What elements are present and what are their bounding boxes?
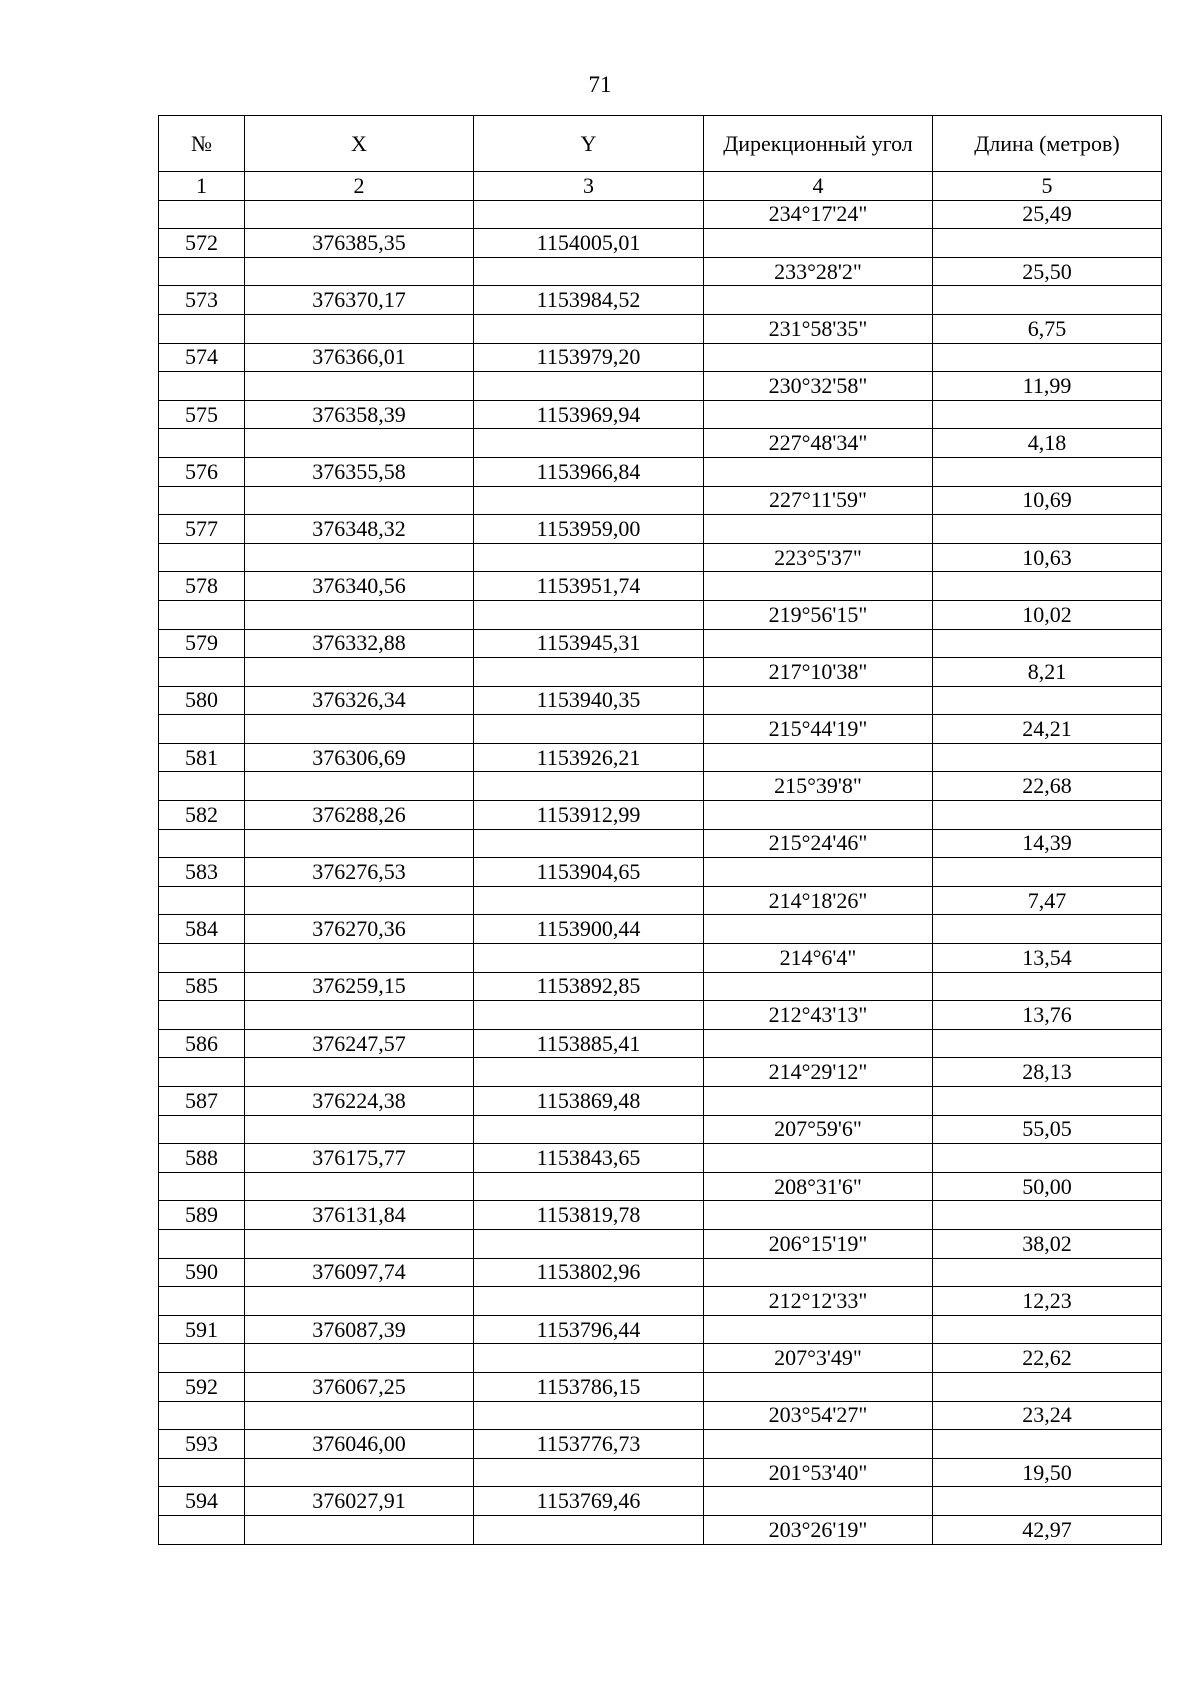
table-row [159,715,1162,744]
x-coordinate-cell: 376027,91 [245,1487,474,1516]
length-cell [933,1087,1162,1116]
y-coordinate-cell [474,658,704,687]
length-cell [933,1487,1162,1516]
length-cell [933,915,1162,944]
table-row [159,743,1162,772]
y-coordinate-cell [474,314,704,343]
column-number: 2 [245,172,474,201]
point-number-cell: 572 [159,229,245,258]
header-length: Длина (метров) [933,116,1162,172]
y-coordinate-cell: 1153912,99 [474,801,704,830]
point-number-cell [159,1058,245,1087]
direction-angle-cell [704,515,933,544]
length-cell [933,972,1162,1001]
point-number-cell: 582 [159,801,245,830]
x-coordinate-cell: 376276,53 [245,858,474,887]
direction-angle-cell: 215°39'8" [704,772,933,801]
y-coordinate-cell: 1153969,94 [474,400,704,429]
direction-angle-cell [704,972,933,1001]
length-cell: 10,02 [933,600,1162,629]
direction-angle-cell [704,1315,933,1344]
x-coordinate-cell: 376259,15 [245,972,474,1001]
table-row [159,1372,1162,1401]
direction-angle-cell: 212°43'13" [704,1001,933,1030]
column-number: 4 [704,172,933,201]
point-number-cell [159,715,245,744]
y-coordinate-cell [474,372,704,401]
table-row [159,1144,1162,1173]
length-cell: 7,47 [933,886,1162,915]
direction-angle-cell [704,457,933,486]
y-coordinate-cell [474,886,704,915]
y-coordinate-cell [474,1344,704,1373]
x-coordinate-cell [245,715,474,744]
table-row [159,257,1162,286]
length-cell [933,1144,1162,1173]
y-coordinate-cell: 1153940,35 [474,686,704,715]
y-coordinate-cell [474,1172,704,1201]
length-cell: 50,00 [933,1172,1162,1201]
point-number-cell [159,1229,245,1258]
point-number-cell [159,1172,245,1201]
y-coordinate-cell [474,1001,704,1030]
table-row [159,801,1162,830]
length-cell [933,343,1162,372]
point-number-cell [159,1115,245,1144]
table-header-row [159,116,1162,172]
length-cell: 11,99 [933,372,1162,401]
y-coordinate-cell: 1153885,41 [474,1029,704,1058]
x-coordinate-cell [245,429,474,458]
table-row [159,1515,1162,1544]
direction-angle-cell [704,1201,933,1230]
table-row [159,1172,1162,1201]
direction-angle-cell [704,1487,933,1516]
length-cell [933,1201,1162,1230]
point-number-cell: 586 [159,1029,245,1058]
length-cell: 13,76 [933,1001,1162,1030]
table-row [159,1201,1162,1230]
direction-angle-cell [704,629,933,658]
length-cell: 10,63 [933,543,1162,572]
point-number-cell [159,200,245,229]
direction-angle-cell: 233°28'2" [704,257,933,286]
x-coordinate-cell [245,658,474,687]
y-coordinate-cell [474,1458,704,1487]
x-coordinate-cell: 376332,88 [245,629,474,658]
x-coordinate-cell: 376097,74 [245,1258,474,1287]
point-number-cell [159,600,245,629]
point-number-cell [159,257,245,286]
table-row [159,1087,1162,1116]
x-coordinate-cell [245,1401,474,1430]
y-coordinate-cell: 1153869,48 [474,1087,704,1116]
point-number-cell: 575 [159,400,245,429]
table-row [159,286,1162,315]
direction-angle-cell: 207°3'49" [704,1344,933,1373]
table-row [159,772,1162,801]
table-row [159,314,1162,343]
y-coordinate-cell: 1153926,21 [474,743,704,772]
x-coordinate-cell [245,944,474,973]
length-cell: 23,24 [933,1401,1162,1430]
y-coordinate-cell: 1153796,44 [474,1315,704,1344]
point-number-cell [159,372,245,401]
length-cell [933,1258,1162,1287]
length-cell [933,286,1162,315]
y-coordinate-cell: 1153966,84 [474,457,704,486]
direction-angle-cell [704,1144,933,1173]
direction-angle-cell: 219°56'15" [704,600,933,629]
point-number-cell: 588 [159,1144,245,1173]
direction-angle-cell [704,1087,933,1116]
direction-angle-cell [704,1372,933,1401]
point-number-cell [159,944,245,973]
point-number-cell [159,1401,245,1430]
x-coordinate-cell: 376087,39 [245,1315,474,1344]
x-coordinate-cell: 376306,69 [245,743,474,772]
length-cell: 14,39 [933,829,1162,858]
length-cell [933,743,1162,772]
x-coordinate-cell: 376224,38 [245,1087,474,1116]
length-cell: 10,69 [933,486,1162,515]
x-coordinate-cell [245,486,474,515]
x-coordinate-cell [245,772,474,801]
table-row [159,1401,1162,1430]
point-number-cell [159,1287,245,1316]
direction-angle-cell: 227°11'59" [704,486,933,515]
y-coordinate-cell [474,257,704,286]
table-row [159,629,1162,658]
x-coordinate-cell [245,1229,474,1258]
length-cell [933,686,1162,715]
y-coordinate-cell: 1153776,73 [474,1430,704,1459]
x-coordinate-cell: 376355,58 [245,457,474,486]
direction-angle-cell: 223°5'37" [704,543,933,572]
table-row [159,486,1162,515]
length-cell [933,457,1162,486]
length-cell [933,400,1162,429]
direction-angle-cell: 214°18'26" [704,886,933,915]
point-number-cell: 589 [159,1201,245,1230]
y-coordinate-cell [474,1401,704,1430]
direction-angle-cell: 203°54'27" [704,1401,933,1430]
length-cell: 4,18 [933,429,1162,458]
x-coordinate-cell [245,543,474,572]
direction-angle-cell: 227°48'34" [704,429,933,458]
x-coordinate-cell: 376385,35 [245,229,474,258]
point-number-cell: 583 [159,858,245,887]
x-coordinate-cell: 376270,36 [245,915,474,944]
point-number-cell [159,1001,245,1030]
header-y: Y [474,116,704,172]
direction-angle-cell [704,572,933,601]
x-coordinate-cell [245,1515,474,1544]
table-row [159,515,1162,544]
direction-angle-cell [704,286,933,315]
x-coordinate-cell: 376288,26 [245,801,474,830]
column-number-row [159,172,1162,201]
y-coordinate-cell [474,1115,704,1144]
x-coordinate-cell: 376340,56 [245,572,474,601]
direction-angle-cell: 217°10'38" [704,658,933,687]
table-row [159,915,1162,944]
length-cell: 42,97 [933,1515,1162,1544]
y-coordinate-cell: 1153843,65 [474,1144,704,1173]
point-number-cell: 573 [159,286,245,315]
coordinates-table [158,115,1162,1545]
y-coordinate-cell: 1153951,74 [474,572,704,601]
y-coordinate-cell [474,600,704,629]
point-number-cell: 585 [159,972,245,1001]
column-number: 5 [933,172,1162,201]
length-cell [933,229,1162,258]
direction-angle-cell: 214°29'12" [704,1058,933,1087]
point-number-cell [159,1344,245,1373]
table-row [159,1487,1162,1516]
column-number: 3 [474,172,704,201]
header-number: № [159,116,245,172]
length-cell [933,629,1162,658]
x-coordinate-cell [245,829,474,858]
direction-angle-cell: 206°15'19" [704,1229,933,1258]
y-coordinate-cell: 1153786,15 [474,1372,704,1401]
direction-angle-cell: 201°53'40" [704,1458,933,1487]
table-row [159,686,1162,715]
column-number: 1 [159,172,245,201]
direction-angle-cell [704,915,933,944]
x-coordinate-cell [245,1115,474,1144]
length-cell: 55,05 [933,1115,1162,1144]
point-number-cell [159,486,245,515]
x-coordinate-cell: 376046,00 [245,1430,474,1459]
table-row [159,429,1162,458]
direction-angle-cell: 208°31'6" [704,1172,933,1201]
length-cell: 19,50 [933,1458,1162,1487]
length-cell: 22,62 [933,1344,1162,1373]
point-number-cell: 592 [159,1372,245,1401]
table-row [159,1115,1162,1144]
y-coordinate-cell: 1153819,78 [474,1201,704,1230]
x-coordinate-cell [245,1458,474,1487]
x-coordinate-cell: 376067,25 [245,1372,474,1401]
table-row [159,1001,1162,1030]
direction-angle-cell: 203°26'19" [704,1515,933,1544]
point-number-cell: 590 [159,1258,245,1287]
direction-angle-cell: 207°59'6" [704,1115,933,1144]
length-cell: 12,23 [933,1287,1162,1316]
header-direction-angle: Дирекционный угол [704,116,933,172]
point-number-cell [159,429,245,458]
length-cell: 13,54 [933,944,1162,973]
table-row [159,457,1162,486]
y-coordinate-cell [474,1058,704,1087]
direction-angle-cell: 230°32'58" [704,372,933,401]
table-row [159,858,1162,887]
point-number-cell: 578 [159,572,245,601]
point-number-cell: 577 [159,515,245,544]
length-cell [933,1372,1162,1401]
table-row [159,343,1162,372]
y-coordinate-cell [474,1229,704,1258]
direction-angle-cell [704,858,933,887]
point-number-cell [159,1515,245,1544]
direction-angle-cell [704,1029,933,1058]
table-row [159,944,1162,973]
x-coordinate-cell [245,372,474,401]
table-row [159,400,1162,429]
y-coordinate-cell: 1153979,20 [474,343,704,372]
length-cell: 28,13 [933,1058,1162,1087]
direction-angle-cell [704,343,933,372]
direction-angle-cell: 231°58'35" [704,314,933,343]
y-coordinate-cell: 1153802,96 [474,1258,704,1287]
direction-angle-cell [704,743,933,772]
length-cell [933,801,1162,830]
point-number-cell: 581 [159,743,245,772]
length-cell: 25,50 [933,257,1162,286]
header-x: X [245,116,474,172]
y-coordinate-cell: 1153904,65 [474,858,704,887]
y-coordinate-cell: 1153984,52 [474,286,704,315]
x-coordinate-cell [245,600,474,629]
table-row [159,200,1162,229]
y-coordinate-cell [474,429,704,458]
table-row [159,1229,1162,1258]
direction-angle-cell: 215°44'19" [704,715,933,744]
table-row [159,572,1162,601]
point-number-cell: 587 [159,1087,245,1116]
direction-angle-cell [704,400,933,429]
table-row [159,1258,1162,1287]
direction-angle-cell [704,801,933,830]
x-coordinate-cell [245,314,474,343]
length-cell: 22,68 [933,772,1162,801]
x-coordinate-cell: 376131,84 [245,1201,474,1230]
x-coordinate-cell [245,1058,474,1087]
table-row [159,829,1162,858]
x-coordinate-cell [245,200,474,229]
point-number-cell [159,772,245,801]
direction-angle-cell: 214°6'4" [704,944,933,973]
length-cell [933,858,1162,887]
x-coordinate-cell [245,257,474,286]
point-number-cell: 593 [159,1430,245,1459]
x-coordinate-cell [245,886,474,915]
y-coordinate-cell [474,200,704,229]
y-coordinate-cell: 1153769,46 [474,1487,704,1516]
y-coordinate-cell [474,1287,704,1316]
length-cell: 25,49 [933,200,1162,229]
y-coordinate-cell [474,944,704,973]
y-coordinate-cell: 1153945,31 [474,629,704,658]
x-coordinate-cell [245,1001,474,1030]
point-number-cell: 594 [159,1487,245,1516]
direction-angle-cell: 215°24'46" [704,829,933,858]
y-coordinate-cell: 1153892,85 [474,972,704,1001]
direction-angle-cell: 212°12'33" [704,1287,933,1316]
x-coordinate-cell: 376358,39 [245,400,474,429]
table-row [159,972,1162,1001]
table-row [159,1287,1162,1316]
table-row [159,543,1162,572]
direction-angle-cell [704,229,933,258]
x-coordinate-cell [245,1287,474,1316]
table-row [159,229,1162,258]
x-coordinate-cell: 376366,01 [245,343,474,372]
length-cell: 38,02 [933,1229,1162,1258]
point-number-cell [159,543,245,572]
point-number-cell [159,658,245,687]
point-number-cell [159,886,245,915]
y-coordinate-cell [474,772,704,801]
table-row [159,1029,1162,1058]
table-row [159,600,1162,629]
x-coordinate-cell: 376370,17 [245,286,474,315]
table-row [159,1430,1162,1459]
page-number: 71 [588,72,612,97]
x-coordinate-cell: 376175,77 [245,1144,474,1173]
y-coordinate-cell: 1153959,00 [474,515,704,544]
table-row [159,658,1162,687]
table-row [159,1458,1162,1487]
table-row [159,372,1162,401]
point-number-cell [159,1458,245,1487]
table-row [159,1344,1162,1373]
length-cell [933,1315,1162,1344]
y-coordinate-cell [474,715,704,744]
direction-angle-cell [704,686,933,715]
point-number-cell: 591 [159,1315,245,1344]
table-row [159,1315,1162,1344]
length-cell [933,572,1162,601]
length-cell: 8,21 [933,658,1162,687]
y-coordinate-cell [474,543,704,572]
length-cell: 6,75 [933,314,1162,343]
point-number-cell: 580 [159,686,245,715]
x-coordinate-cell [245,1344,474,1373]
direction-angle-cell [704,1258,933,1287]
table-row [159,886,1162,915]
point-number-cell: 576 [159,457,245,486]
length-cell [933,1029,1162,1058]
y-coordinate-cell [474,829,704,858]
point-number-cell [159,829,245,858]
length-cell [933,1430,1162,1459]
y-coordinate-cell [474,1515,704,1544]
y-coordinate-cell: 1154005,01 [474,229,704,258]
y-coordinate-cell: 1153900,44 [474,915,704,944]
point-number-cell [159,314,245,343]
x-coordinate-cell [245,1172,474,1201]
point-number-cell: 579 [159,629,245,658]
table-body [159,200,1162,1544]
x-coordinate-cell: 376247,57 [245,1029,474,1058]
y-coordinate-cell [474,486,704,515]
length-cell [933,515,1162,544]
direction-angle-cell [704,1430,933,1459]
x-coordinate-cell: 376326,34 [245,686,474,715]
x-coordinate-cell: 376348,32 [245,515,474,544]
length-cell: 24,21 [933,715,1162,744]
table-row [159,1058,1162,1087]
direction-angle-cell: 234°17'24" [704,200,933,229]
point-number-cell: 574 [159,343,245,372]
point-number-cell: 584 [159,915,245,944]
